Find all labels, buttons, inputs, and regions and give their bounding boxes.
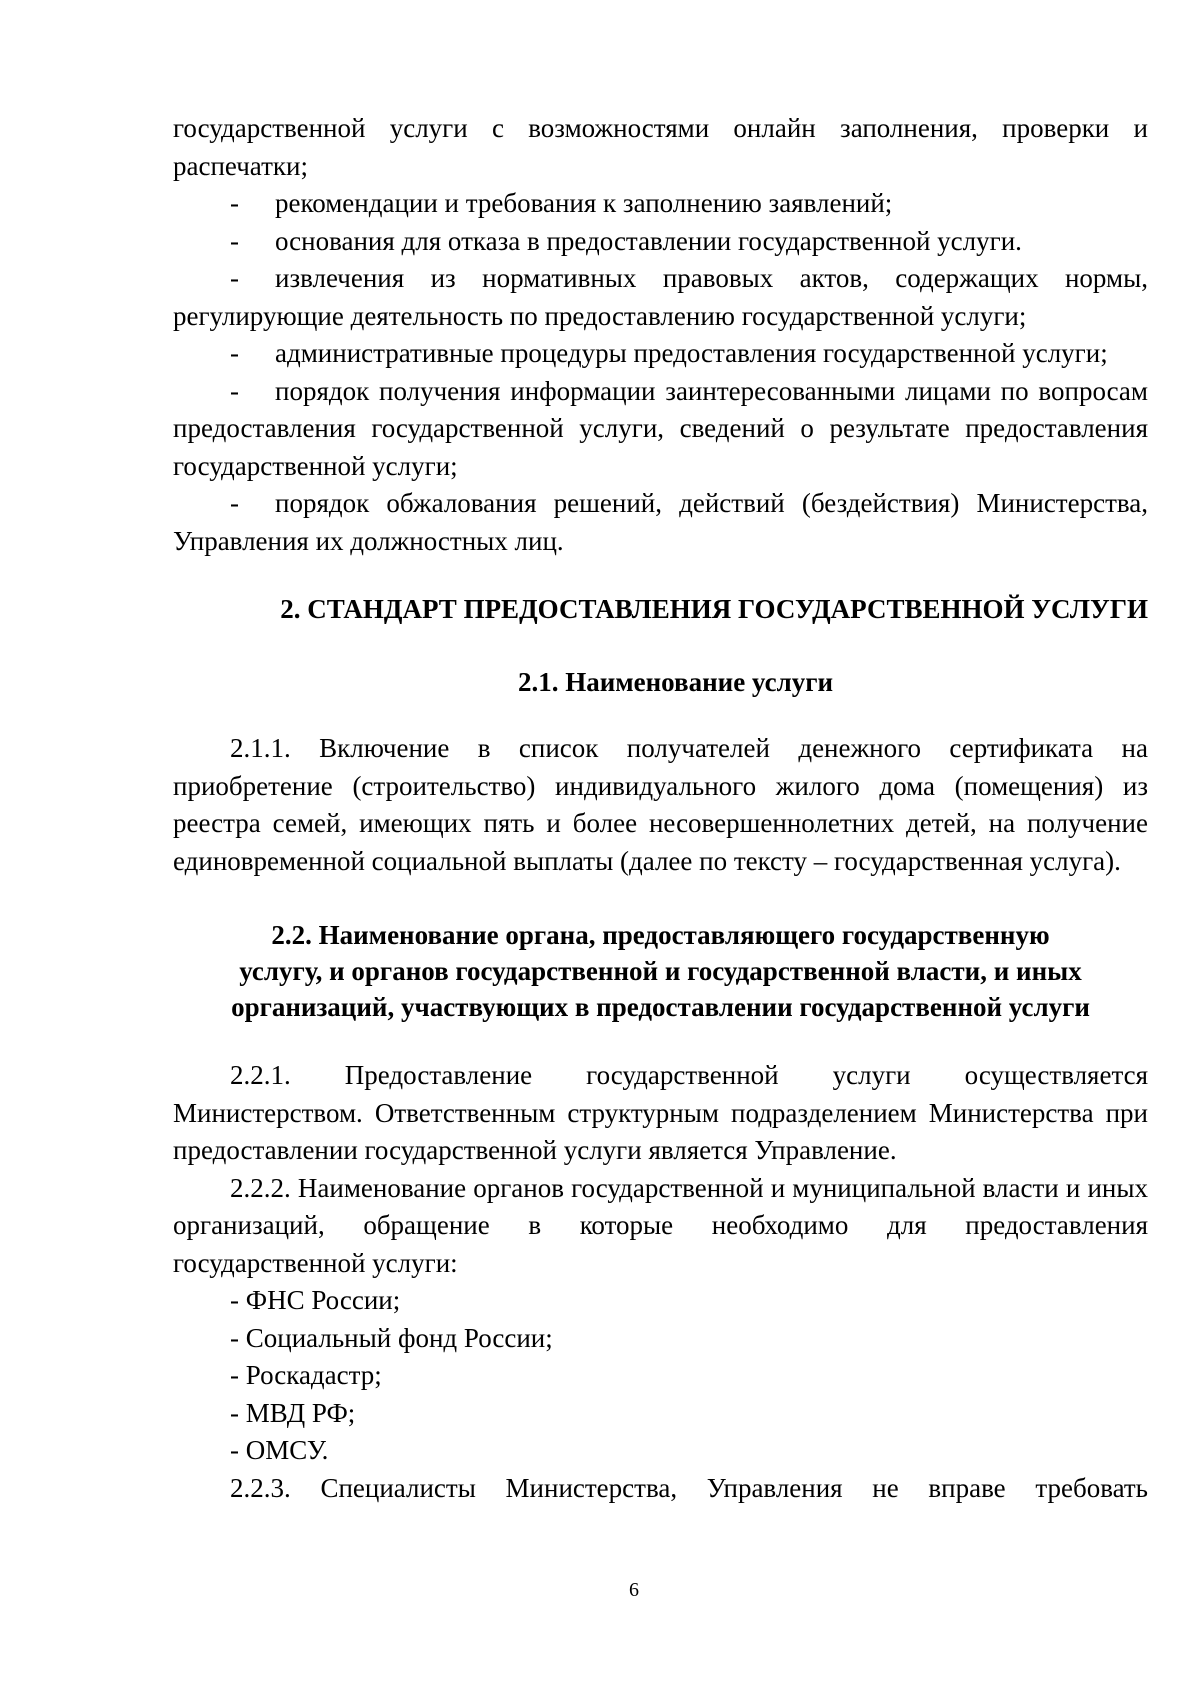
organization-item: - Роскадастр; — [230, 1360, 382, 1390]
list-item — [173, 185, 1148, 223]
list-item-text: рекомендации и требования к заполнению заявлений; — [275, 188, 893, 218]
paragraph-2-2-1: 2.2.1. Предоставление государственной услуги осуществляется Министерством. Ответственным структурным подразделением Министерства при предоставлении государственной услуги является Управление. — [173, 1060, 1148, 1165]
paragraph-2-2-3: 2.2.3. Специалисты Министерства, Управления не вправе требовать — [230, 1472, 1148, 1503]
organization-item: - Социальный фонд России; — [230, 1322, 553, 1353]
list-item — [173, 485, 1148, 560]
organization-item: - МВД РФ; — [230, 1397, 356, 1428]
document-page — [173, 110, 1148, 1507]
list-dash: - — [230, 488, 239, 518]
page-number: 6 — [629, 1579, 639, 1601]
list-item-text: извлечения из нормативных правовых актов, содержащих нормы, регулирующие деятельность по предоставлению государственной услуги; — [173, 263, 1148, 331]
paragraph-2-1-1: 2.1.1. Включение в список получателей денежного сертификата на приобретение (строительство) индивидуального жилого дома (помещения) из реестра семей, имеющих пять и более несовершеннолетних детей, на получение единовременной социальной выплаты (далее по тексту – государственная услуга). — [173, 733, 1148, 876]
subsection-heading-2-2 — [173, 917, 1148, 1025]
list-dash: - — [230, 375, 239, 406]
continued-paragraph: государственной услуги с возможностями онлайн заполнения, проверки и распечатки; — [173, 113, 1148, 181]
list-item — [173, 223, 1148, 261]
list-item-text: основания для отказа в предоставлении государственной услуги. — [275, 225, 1022, 256]
organization-item: - ФНС России; — [230, 1285, 401, 1315]
heading-line: организаций, участвующих в предоставлении государственной услуги — [231, 992, 1090, 1022]
list-item-text: порядок получения информации заинтересованными лицами по вопросам предоставления государственной услуги, сведений о результате предоставления государственной услуги; — [173, 375, 1148, 481]
subsection-heading-2-1: 2.1. Наименование услуги — [517, 666, 834, 697]
list-dash: - — [230, 225, 239, 256]
list-dash: - — [230, 188, 239, 218]
paragraph-2-2-2: 2.2.2. Наименование органов государственной и муниципальной власти и иных организаций, обращение в которые необходимо для предоставления государственной услуги: — [173, 1172, 1148, 1278]
section-heading: 2. СТАНДАРТ ПРЕДОСТАВЛЕНИЯ ГОСУДАРСТВЕННОЙ УСЛУГИ — [280, 594, 1148, 624]
list-item — [173, 373, 1148, 486]
heading-line: услугу, и органов государственной и государственной власти, и иных — [239, 956, 1082, 986]
list-item — [173, 260, 1148, 335]
list-item-text: порядок обжалования решений, действий (бездействия) Министерства, Управления их должностных лиц. — [173, 488, 1148, 556]
list-item — [173, 335, 1148, 373]
heading-line: 2.2. Наименование органа, предоставляющего государственную — [271, 920, 1050, 950]
list-dash: - — [230, 263, 239, 293]
list-item-text: административные процедуры предоставления государственной услуги; — [275, 338, 1108, 368]
list-dash: - — [230, 338, 239, 368]
organization-item: - ОМСУ. — [230, 1435, 329, 1465]
